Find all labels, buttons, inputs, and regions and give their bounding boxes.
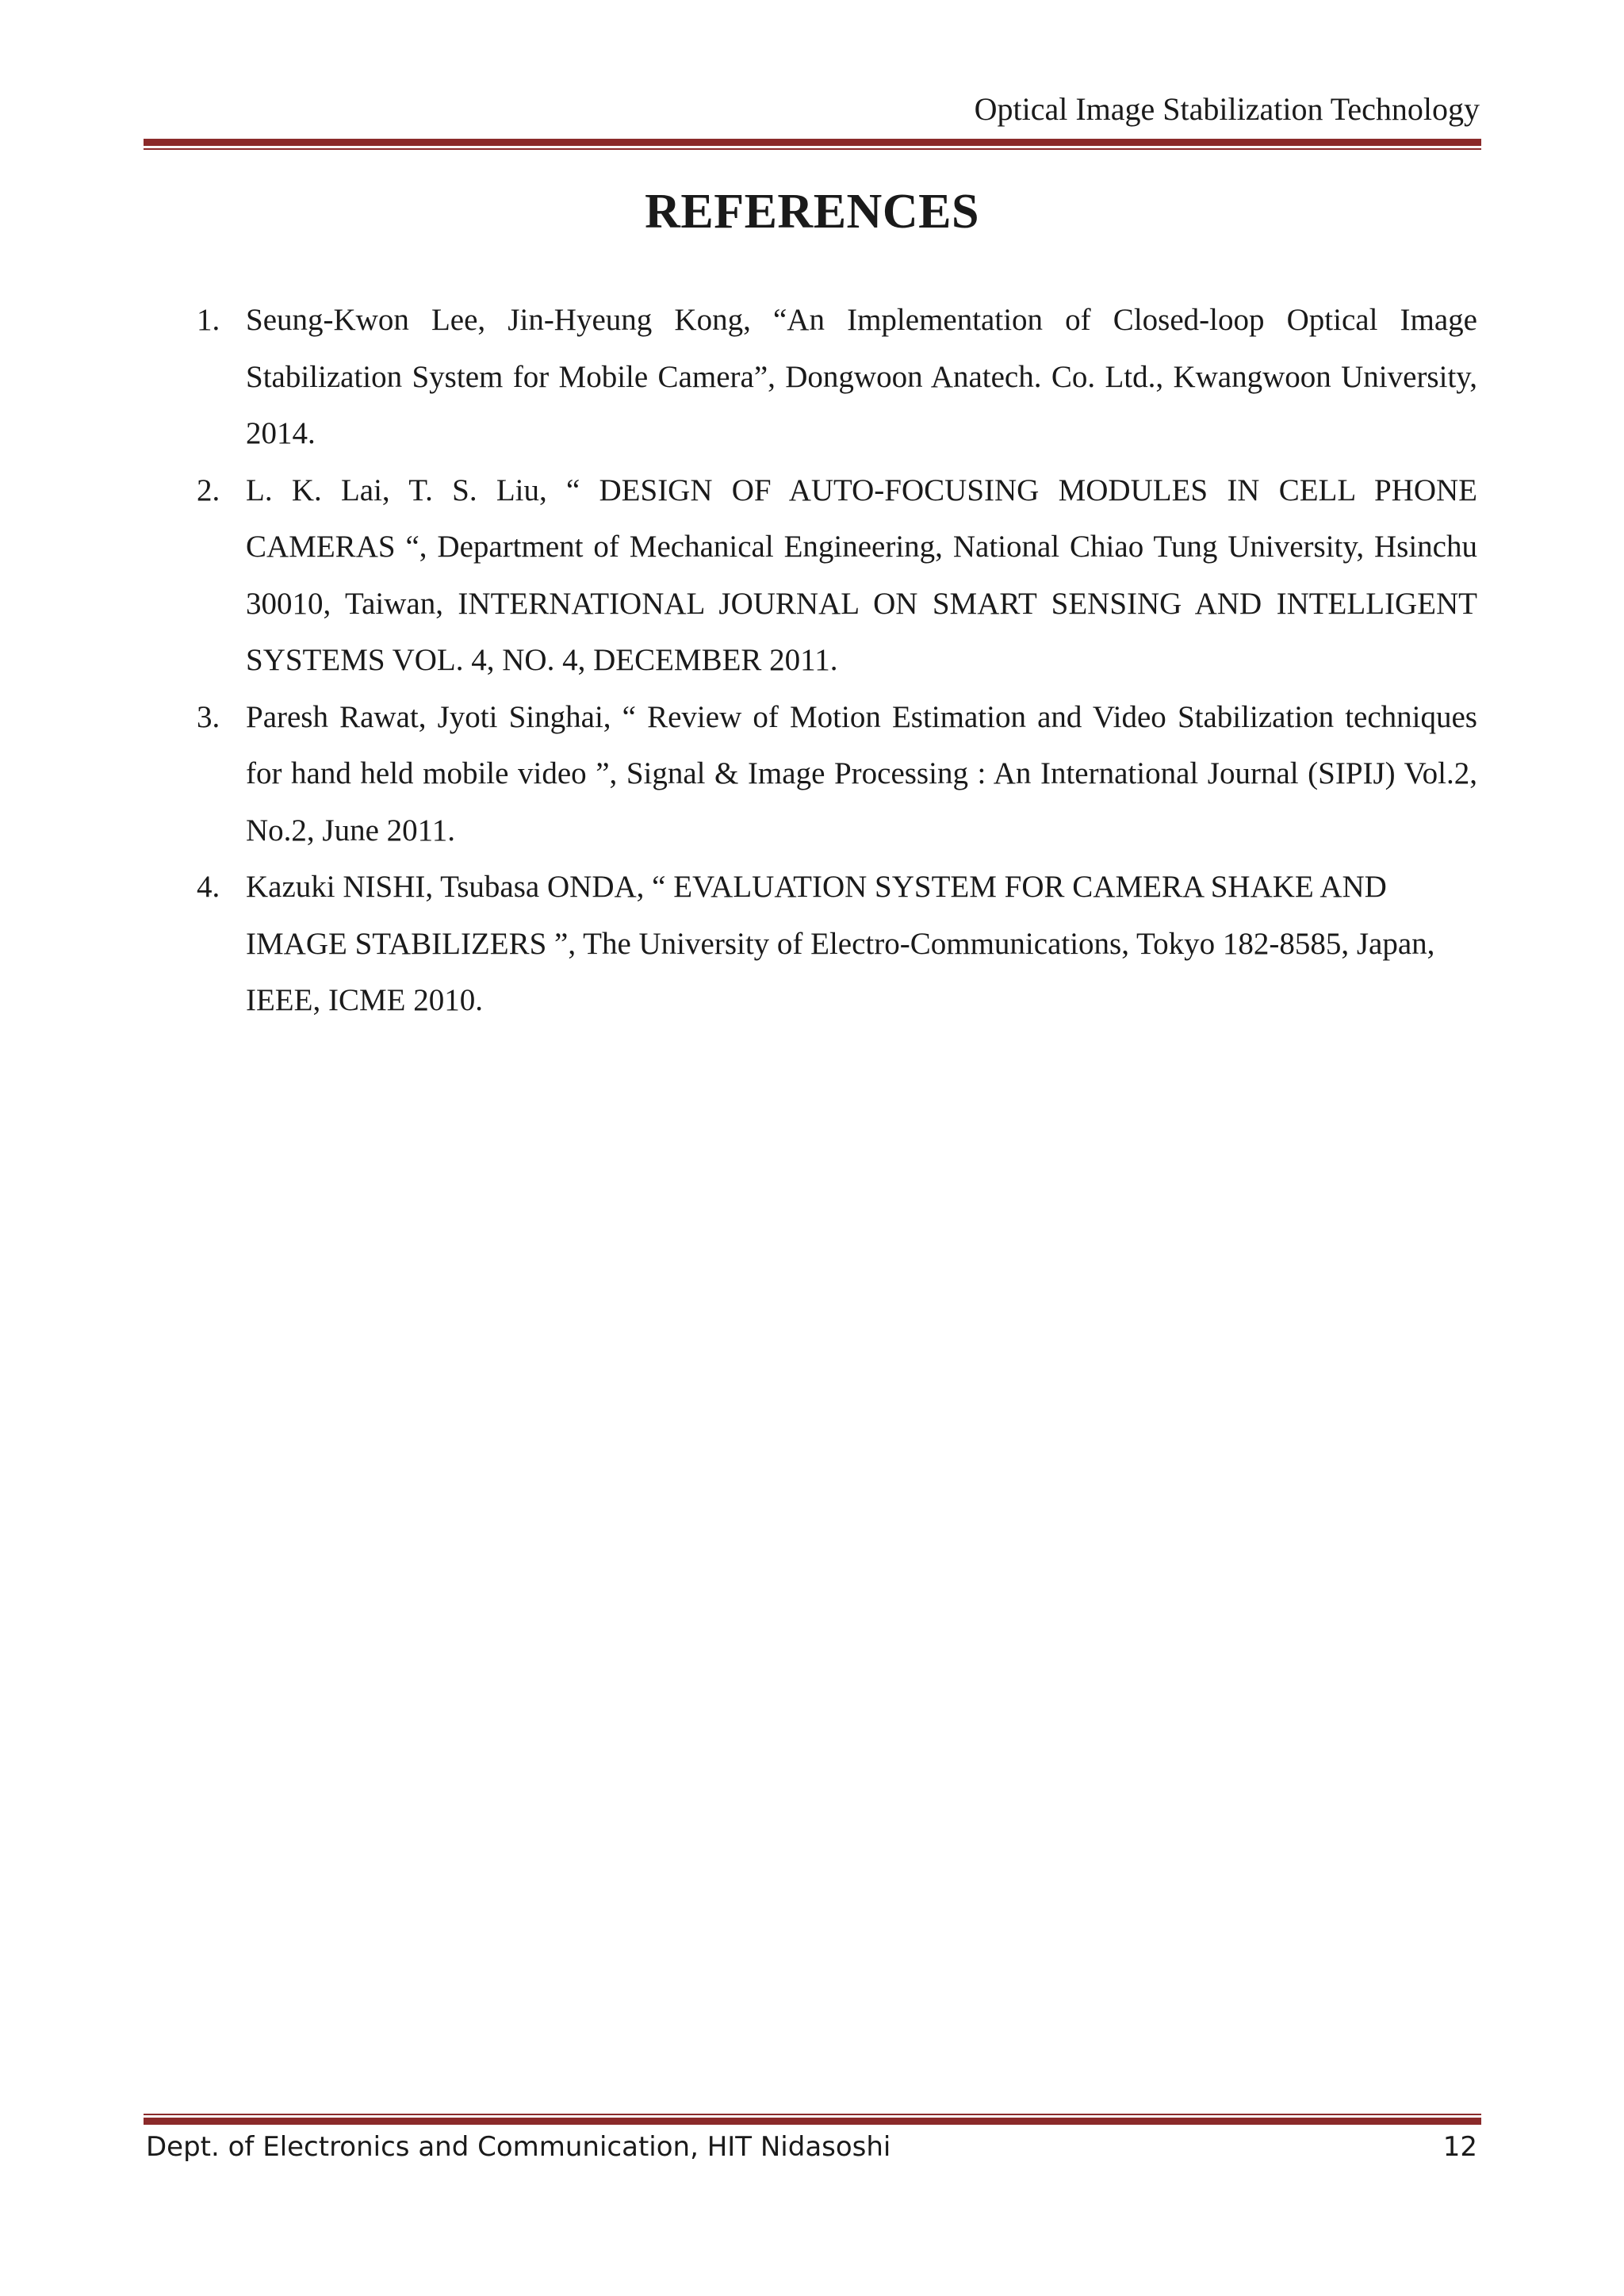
reference-item	[190, 292, 1477, 462]
footer-rule	[144, 2114, 1481, 2125]
header-rule	[144, 139, 1481, 150]
page-number: 12	[1442, 2131, 1477, 2163]
reference-number: 3.	[197, 699, 220, 734]
reference-text: Paresh Rawat, Jyoti Singhai, “ Review of Motion Estimation and Video Stabilization techniques for hand held mobile video ”, Signal & Image Processing : An International Journal (SIPIJ) Vol.2, No.2, June 2011.	[246, 699, 1477, 848]
reference-item	[190, 689, 1477, 859]
reference-text: Seung-Kwon Lee, Jin-Hyeung Kong, “An Implementation of Closed-loop Optical Image Stabilization System for Mobile Camera”, Dongwoon Anatech. Co. Ltd., Kwangwoon University, 2014.	[246, 303, 1477, 450]
footer-department: Dept. of Electronics and Communication, HIT Nidasoshi	[146, 2131, 891, 2163]
header-rule-thin	[144, 148, 1481, 150]
reference-item	[190, 462, 1477, 689]
running-header-title: Optical Image Stabilization Technology	[974, 91, 1480, 127]
header-rule-thick	[144, 139, 1481, 146]
footer-rule-thin	[144, 2114, 1481, 2115]
reference-text: L. K. Lai, T. S. Liu, “ DESIGN OF AUTO-FOCUSING MODULES IN CELL PHONE CAMERAS “, Department of Mechanical Engineering, National Chiao Tung University, Hsinchu 30010, Taiwan, INTERNATIONAL JOURNAL ON SMART SENSING AND INTELLIGENT SYSTEMS VOL. 4, NO. 4, DECEMBER 2011.	[246, 473, 1477, 677]
reference-text: Kazuki NISHI, Tsubasa ONDA, “ EVALUATION SYSTEM FOR CAMERA SHAKE AND IMAGE STABILIZERS ”, The University of Electro-Communications, Tokyo 182-8585, Japan, IEEE, ICME 2010.	[246, 870, 1435, 1017]
reference-number: 1.	[197, 303, 220, 337]
page-title: REFERENCES	[645, 185, 979, 239]
reference-list	[190, 292, 1477, 1029]
footer-rule-thick	[144, 2118, 1481, 2125]
reference-item	[190, 859, 1477, 1029]
reference-number: 2.	[197, 473, 220, 507]
reference-number: 4.	[197, 870, 220, 904]
